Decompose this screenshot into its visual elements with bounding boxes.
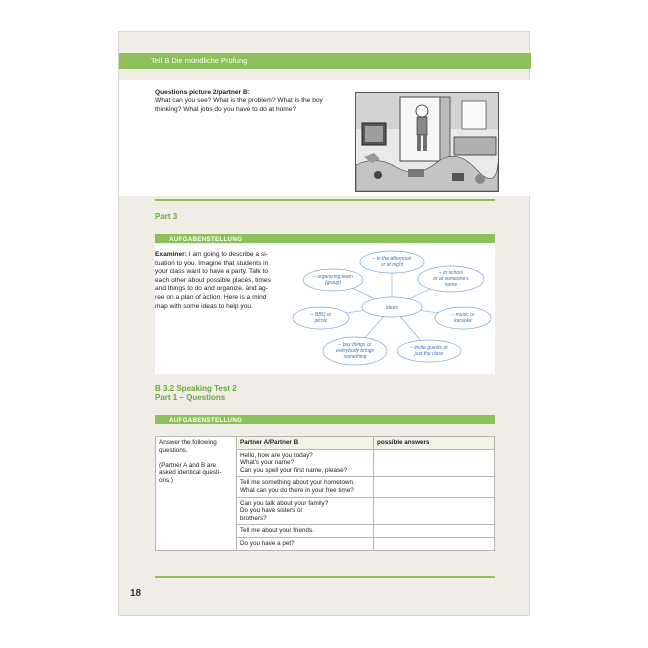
mindmap-label: home <box>444 282 458 288</box>
mindmap-label: – buy things or <box>338 342 372 348</box>
mindmap-label: or at night <box>380 262 404 268</box>
messy-room-illustration <box>355 92 499 192</box>
examiner-text: Examiner: I am going to describe a si- tuation to you. Imagine that students in your class want to have a party. Talk to each other about possible places, times and things to do and organize, and ag- ree on a plan of action. Here is a mind map with some ideas to help you. <box>155 251 271 310</box>
page-header <box>119 53 531 69</box>
mindmap-label: picnic <box>314 318 328 324</box>
question-cell: Can you talk about your family? Do you have sisters or brothers? <box>237 497 374 525</box>
mindmap-label: karaoke <box>454 318 472 324</box>
mindmap-label: – organizing team <box>313 274 353 280</box>
instruction-cell: Answer the following questions. (Partner A and B are asked identical questi- ons.) <box>156 437 237 551</box>
answer-cell[interactable] <box>374 537 495 550</box>
mind-map <box>291 246 501 372</box>
header-title: Teil B Die mündliche Prüfung <box>151 56 248 65</box>
table-row <box>156 437 495 450</box>
examiner-label: Examiner: <box>155 251 187 258</box>
mindmap-center-label: ideas <box>386 305 398 311</box>
answer-cell[interactable] <box>374 449 495 477</box>
part3-task-bar <box>155 234 495 243</box>
mindmap-label: – in school <box>439 270 463 276</box>
mindmap-label: something <box>343 354 367 360</box>
answer-cell[interactable] <box>374 525 495 538</box>
speaking-test-title: B 3.2 Speaking Test 2 <box>155 384 237 393</box>
answer-cell[interactable] <box>374 477 495 497</box>
mindmap-label: – music or <box>451 312 475 318</box>
mindmap-label: – invite guests or <box>410 345 448 351</box>
column-header: possible answers <box>374 437 495 450</box>
part3-title: Part 3 <box>155 212 178 221</box>
mindmap-label: everybody brings <box>335 348 375 354</box>
b32-task-bar <box>155 415 495 424</box>
b32-bar-label: AUFGABENSTELLUNG <box>169 416 243 424</box>
mindmap-label: – BBQ or <box>310 312 332 318</box>
questions-heading: Questions picture 2/partner B: <box>155 89 250 96</box>
section-rule <box>155 199 495 201</box>
answer-cell[interactable] <box>374 497 495 525</box>
question-cell: Do you have a pet? <box>237 537 374 550</box>
page-number: 18 <box>130 588 142 599</box>
mindmap-label: (group) <box>324 280 342 286</box>
question-cell: Tell me something about your hometown. What can you do there in your free time? <box>237 477 374 497</box>
question-cell: Hello, how are you today? What's your name? Can you spell your first name, please? <box>237 449 374 477</box>
column-header: Partner A/Partner B <box>237 437 374 450</box>
mindmap-label: – in the afternoon <box>372 256 412 262</box>
questions-table <box>155 436 495 551</box>
document-page <box>118 31 530 616</box>
bottom-rule <box>155 576 495 578</box>
question-cell: Tell me about your friends. <box>237 525 374 538</box>
questions-text: What can you see? What is the problem? What is the boy thinking? What jobs do you have to do at home? <box>155 97 323 113</box>
part3-bar-label: AUFGABENSTELLUNG <box>169 235 243 243</box>
mindmap-label: just the class <box>414 351 444 357</box>
mindmap-label: or at someone's <box>433 276 469 282</box>
part1-subtitle: Part 1 – Questions <box>155 393 226 402</box>
